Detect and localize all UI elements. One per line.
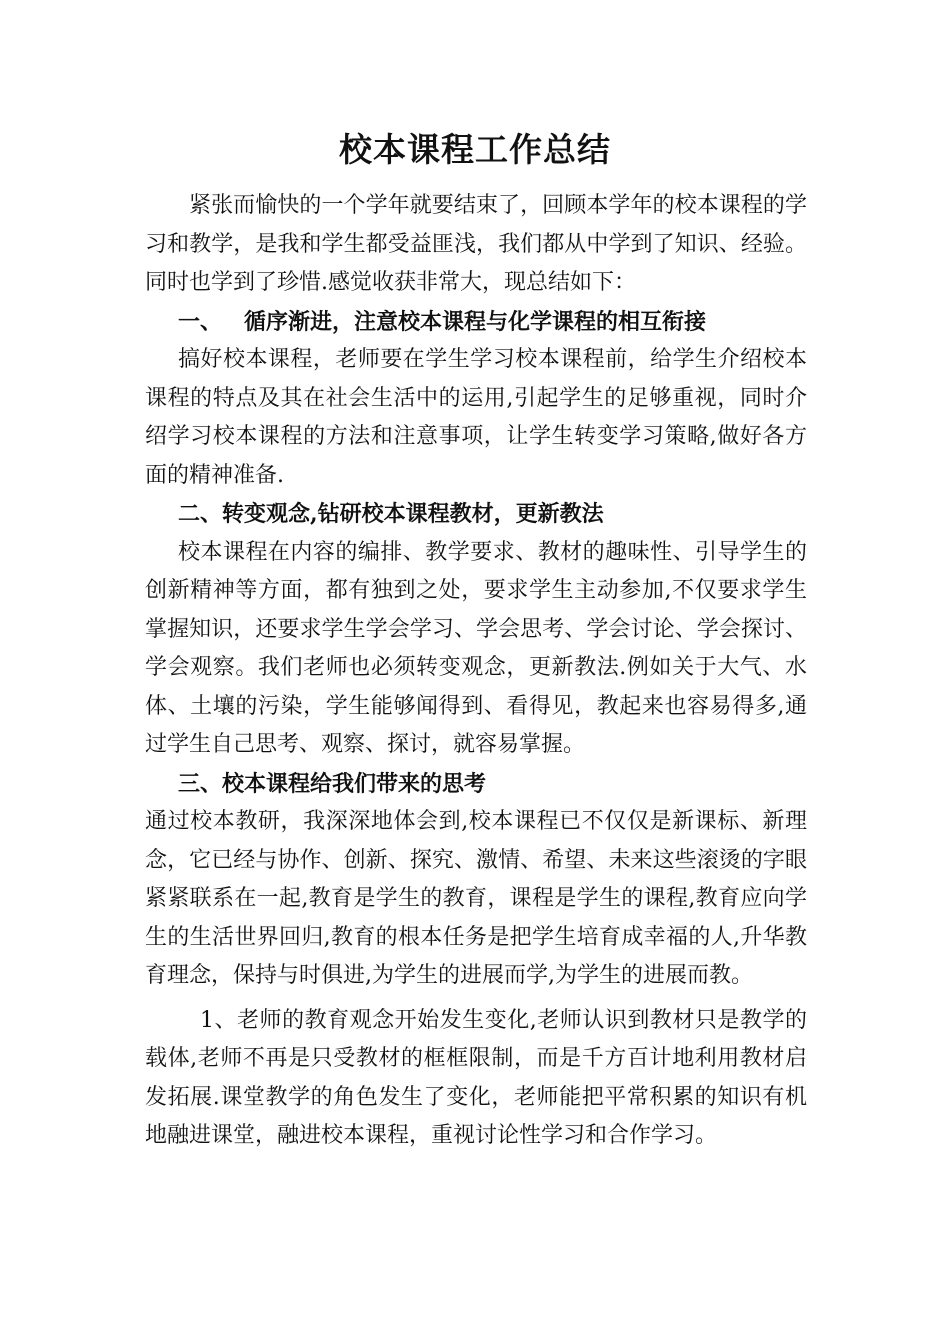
section-1-heading bbox=[145, 303, 807, 342]
intro-paragraph: 紧张而愉快的一个学年就要结束了，回顾本学年的校本课程的学习和教学，是我和学生都受益匪浅，我们都从中学到了知识、经验。同时也学到了珍惜.感觉收获非常大，现总结如下： bbox=[145, 193, 807, 295]
section-2-paragraph: 校本课程在内容的编排、教学要求、教材的趣味性、引导学生的创新精神等方面，都有独到之处，要求学生主动参加,不仅要求学生掌握知识，还要求学生学会学习、学会思考、学会讨论、学会探讨、学会观察。我们老师也必须转变观念，更新教法.例如关于大气、水体、土壤的污染，学生能够闻得到、看得见，教起来也容易得多,通过学生自己思考、观察、探讨，就容易掌握。 bbox=[145, 539, 807, 757]
section-1-number: 一、 bbox=[178, 308, 223, 335]
document-body bbox=[145, 187, 807, 1156]
section-1-heading-text: 循序渐进，注意校本课程与化学课程的相互衔接 bbox=[244, 308, 707, 335]
section-3-paragraph: 通过校本教研，我深深地体会到,校本课程已不仅仅是新课标、新理念，它已经与协作、创新、探究、激情、希望、未来这些滚烫的字眼紧紧联系在一起,教育是学生的教育，课程是学生的课程,教育应向学生的生活世界回归,教育的根本任务是把学生培育成幸福的人,升华教育理念，保持与时俱进,为学生的进展而学,为学生的进展而教。 bbox=[145, 809, 807, 988]
section-3-point-1: 1、老师的教育观念开始发生变化,老师认识到教材只是教学的载体,老师不再是只受教材的框框限制，而是千方百计地利用教材启发拓展.课堂教学的角色发生了变化，老师能把平常积累的知识有机地融进课堂，融进校本课程，重视讨论性学习和合作学习。 bbox=[145, 1007, 807, 1148]
section-2-heading: 二、转变观念,钻研校本课程教材，更新教法 bbox=[178, 501, 604, 527]
section-1-paragraph: 搞好校本课程，老师要在学生学习校本课程前，给学生介绍校本课程的特点及其在社会生活中的运用,引起学生的足够重视，同时介绍学习校本课程的方法和注意事项，让学生转变学习策略,做好各方面的精神准备. bbox=[145, 347, 807, 488]
document-title: 校本课程工作总结 bbox=[339, 130, 611, 169]
section-3-heading: 三、校本课程给我们带来的思考 bbox=[178, 770, 487, 797]
